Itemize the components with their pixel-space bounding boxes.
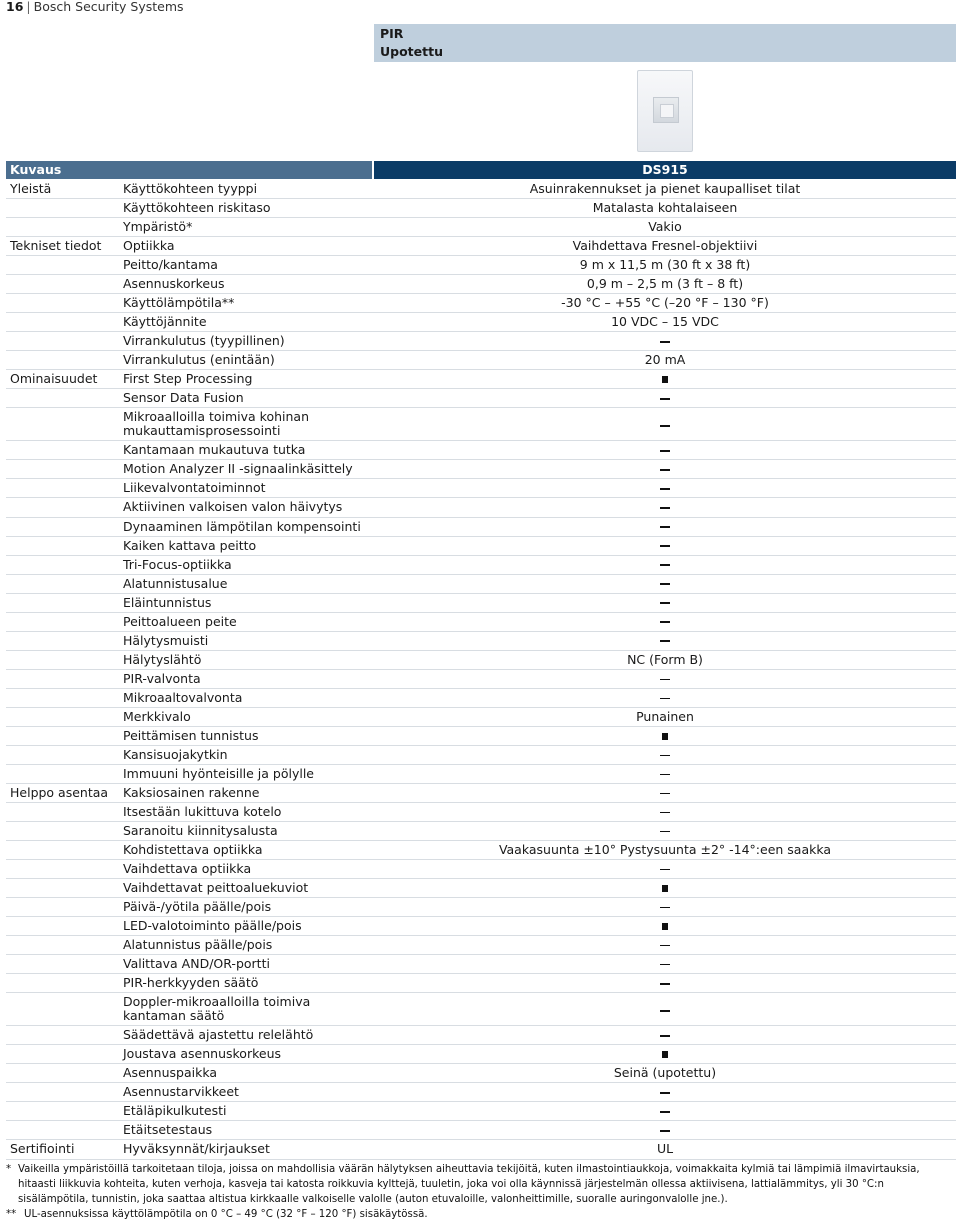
row-value: Matalasta kohtalaiseen xyxy=(592,200,738,216)
row-feature: Saranoitu kiinnitysalusta xyxy=(123,823,278,838)
row-value xyxy=(374,1121,956,1139)
row-feature: Doppler-mikroaalloilla toimiva kantaman säätö xyxy=(123,994,311,1024)
row-value xyxy=(374,594,956,612)
row-value xyxy=(374,389,956,407)
row-value xyxy=(374,879,956,897)
row-value xyxy=(374,689,956,707)
not-available-dash-icon xyxy=(660,341,670,343)
row-feature: Sensor Data Fusion xyxy=(123,390,244,406)
row-value xyxy=(374,765,956,783)
row-value: -30 °C – +55 °C (–20 °F – 130 °F) xyxy=(561,295,769,311)
not-available-dash-icon xyxy=(660,507,670,509)
table-row xyxy=(6,218,956,237)
row-feature: Kaksiosainen rakenne xyxy=(123,784,260,800)
table-row xyxy=(6,708,956,727)
row-feature: Etäitsetestaus xyxy=(123,1122,213,1138)
row-value xyxy=(374,575,956,593)
row-feature: Hälytyslähtö xyxy=(123,651,202,667)
not-available-dash-icon xyxy=(660,774,670,776)
row-value xyxy=(374,936,956,954)
row-feature: First Step Processing xyxy=(123,371,253,387)
table-row xyxy=(6,237,956,256)
row-feature: Asennuskorkeus xyxy=(123,276,225,292)
feature-included-square-icon xyxy=(662,885,668,892)
product-type: PIR xyxy=(380,26,404,41)
table-row xyxy=(6,575,956,594)
row-feature: Kantamaan mukautuva tutka xyxy=(123,442,306,458)
table-row xyxy=(6,613,956,632)
row-feature: Itsestään lukittuva kotelo xyxy=(123,803,282,819)
not-available-dash-icon xyxy=(660,425,670,427)
row-value: 10 VDC – 15 VDC xyxy=(611,314,719,330)
row-feature: Päivä-/yötila päälle/pois xyxy=(123,899,272,915)
row-value: 9 m x 11,5 m (30 ft x 38 ft) xyxy=(579,257,751,273)
row-value xyxy=(374,556,956,574)
not-available-dash-icon xyxy=(660,1092,670,1094)
not-available-dash-icon xyxy=(660,679,670,681)
row-feature: Immuuni hyönteisille ja pölylle xyxy=(123,765,314,781)
row-feature: Vaihdettava optiikka xyxy=(123,861,252,877)
not-available-dash-icon xyxy=(660,945,670,947)
table-row xyxy=(6,727,956,746)
not-available-dash-icon xyxy=(660,450,670,452)
detector-lens-icon xyxy=(653,97,679,123)
table-row xyxy=(6,974,956,993)
table-row xyxy=(6,898,956,917)
not-available-dash-icon xyxy=(660,831,670,833)
table-row xyxy=(6,1045,956,1064)
row-feature: Virrankulutus (enintään) xyxy=(123,352,275,368)
row-feature: Käyttölämpötila** xyxy=(123,295,235,311)
page-header xyxy=(6,0,184,14)
row-value xyxy=(374,917,956,935)
footnote-1 xyxy=(6,1162,956,1207)
row-value xyxy=(374,518,956,536)
row-value xyxy=(374,955,956,973)
table-header-description: Kuvaus xyxy=(6,161,372,179)
row-value: Vakio xyxy=(648,219,682,235)
table-row xyxy=(6,313,956,332)
feature-included-square-icon xyxy=(662,733,668,740)
not-available-dash-icon xyxy=(660,964,670,966)
table-row xyxy=(6,632,956,651)
not-available-dash-icon xyxy=(660,488,670,490)
row-feature: Valittava AND/OR-portti xyxy=(123,956,270,972)
product-heading xyxy=(374,24,956,62)
not-available-dash-icon xyxy=(660,1035,670,1037)
row-feature: Kaiken kattava peitto xyxy=(123,537,257,553)
feature-included-square-icon xyxy=(662,923,668,930)
table-row xyxy=(6,441,956,460)
table-row xyxy=(6,1121,956,1140)
table-row xyxy=(6,993,956,1026)
table-row xyxy=(6,1064,956,1083)
not-available-dash-icon xyxy=(660,755,670,757)
row-feature: Optiikka xyxy=(123,238,175,254)
not-available-dash-icon xyxy=(660,907,670,909)
row-value xyxy=(374,1102,956,1120)
table-row xyxy=(6,332,956,351)
row-value: NC (Form B) xyxy=(627,651,703,667)
row-feature: Säädettävä ajastettu relelähtö xyxy=(123,1027,314,1043)
row-feature: Kohdistettava optiikka xyxy=(123,842,263,858)
table-row xyxy=(6,689,956,708)
footnote-2-text: UL-asennuksissa käyttölämpötila on 0 °C – 49 °C (32 °F – 120 °F) sisäkäytössä. xyxy=(24,1209,428,1220)
feature-included-square-icon xyxy=(662,376,668,383)
row-value: Asuinrakennukset ja pienet kaupalliset tilat xyxy=(529,181,801,196)
footnote-1-mark: * xyxy=(6,1164,12,1175)
table-row xyxy=(6,594,956,613)
header-separator: | xyxy=(26,0,31,14)
row-value xyxy=(374,1026,956,1044)
table-row xyxy=(6,936,956,955)
table-row xyxy=(6,670,956,689)
table-row xyxy=(6,879,956,898)
table-row xyxy=(6,1026,956,1045)
table-header-model: DS915 xyxy=(374,161,956,179)
row-value xyxy=(374,498,956,516)
row-feature: Kansisuojakytkin xyxy=(123,746,228,762)
row-value xyxy=(374,860,956,878)
table-row xyxy=(6,556,956,575)
footnote-1-text: Vaikeilla ympäristöillä tarkoitetaan tiloja, joissa on mahdollisia väärän hälytyksen aiheuttavia tekijöitä, kuten ilmastointiaukkoja, voimakkaita kylmiä tai lämpimiä ilmavirtauksia, hitaasti liikkuvia kohteita, kuten verhoja, kasveja tai katosta roikkuvia kylttejä, tuuletin, joka voi olla käynnissä järjestelmän ollessa aktiivisena, lattialämmitys, yli 30 °C:n sisälämpötila, tunnistin, joka saattaa altistua kirkkaalle valkoiselle valolle (auton etuvaloille, valonheittimille, suoralle auringonvalolle jne.). xyxy=(18,1164,920,1205)
brand-name: Bosch Security Systems xyxy=(33,0,184,14)
row-category: Tekniset tiedot xyxy=(10,238,102,254)
row-value xyxy=(374,727,956,745)
row-feature: LED-valotoiminto päälle/pois xyxy=(123,918,302,934)
not-available-dash-icon xyxy=(660,983,670,985)
not-available-dash-icon xyxy=(660,869,670,871)
row-value: Vaihdettava Fresnel-objektiivi xyxy=(572,238,758,254)
row-feature: Asennustarvikkeet xyxy=(123,1084,239,1100)
row-value xyxy=(374,898,956,916)
table-header xyxy=(6,161,956,179)
row-value xyxy=(374,746,956,764)
not-available-dash-icon xyxy=(660,526,670,528)
row-value: Seinä (upotettu) xyxy=(613,1065,717,1081)
row-feature: Aktiivinen valkoisen valon häivytys xyxy=(123,499,343,515)
row-value xyxy=(374,408,956,441)
row-feature: Hälytysmuisti xyxy=(123,632,209,648)
table-row xyxy=(6,460,956,479)
not-available-dash-icon xyxy=(660,698,670,700)
row-feature: Käyttökohteen riskitaso xyxy=(123,200,271,216)
table-row xyxy=(6,1140,956,1159)
not-available-dash-icon xyxy=(660,564,670,566)
row-value: Vaakasuunta ±10° Pystysuunta ±2° -14°:een saakka xyxy=(498,842,832,858)
row-feature: Dynaaminen lämpötilan kompensointi xyxy=(123,518,361,534)
row-feature: Käyttökohteen tyyppi xyxy=(123,181,258,196)
row-feature: Mikroaaltovalvonta xyxy=(123,689,243,705)
row-feature: Mikroaalloilla toimiva kohinan mukauttamisprosessointi xyxy=(123,409,310,439)
not-available-dash-icon xyxy=(660,793,670,795)
table-row xyxy=(6,955,956,974)
product-mount: Upotettu xyxy=(380,44,443,59)
row-value xyxy=(374,803,956,821)
table-row xyxy=(6,860,956,879)
table-row xyxy=(6,180,956,199)
table-row xyxy=(6,1102,956,1121)
spec-table xyxy=(6,180,956,1160)
row-value: Punainen xyxy=(636,708,694,724)
row-value xyxy=(374,993,956,1026)
not-available-dash-icon xyxy=(660,1111,670,1113)
row-feature: Joustava asennuskorkeus xyxy=(123,1046,282,1062)
table-row xyxy=(6,256,956,275)
product-image xyxy=(637,70,693,152)
table-row xyxy=(6,803,956,822)
not-available-dash-icon xyxy=(660,583,670,585)
row-feature: Hyväksynnät/kirjaukset xyxy=(123,1141,270,1157)
row-feature: Peittoalueen peite xyxy=(123,613,237,629)
row-value: 0,9 m – 2,5 m (3 ft – 8 ft) xyxy=(586,276,744,292)
table-row xyxy=(6,275,956,294)
row-value xyxy=(374,332,956,350)
footnotes xyxy=(6,1162,956,1222)
row-feature: PIR-herkkyyden säätö xyxy=(123,975,259,991)
not-available-dash-icon xyxy=(660,640,670,642)
not-available-dash-icon xyxy=(660,398,670,400)
table-row xyxy=(6,1083,956,1102)
table-row xyxy=(6,370,956,389)
not-available-dash-icon xyxy=(660,1010,670,1012)
row-feature: Liikevalvontatoiminnot xyxy=(123,480,266,496)
row-category: Ominaisuudet xyxy=(10,371,98,387)
row-feature: Merkkivalo xyxy=(123,708,191,724)
table-row xyxy=(6,479,956,498)
table-row xyxy=(6,651,956,670)
table-row xyxy=(6,408,956,441)
table-row xyxy=(6,294,956,313)
table-row xyxy=(6,537,956,556)
row-value: UL xyxy=(656,1141,674,1157)
row-value xyxy=(374,974,956,992)
row-feature: Käyttöjännite xyxy=(123,314,207,330)
footnote-2 xyxy=(6,1207,956,1222)
row-value xyxy=(374,479,956,497)
feature-included-square-icon xyxy=(662,1051,668,1058)
table-row xyxy=(6,389,956,408)
not-available-dash-icon xyxy=(660,812,670,814)
row-feature: Motion Analyzer II -signaalinkäsittely xyxy=(123,461,353,477)
row-value xyxy=(374,822,956,840)
not-available-dash-icon xyxy=(660,545,670,547)
row-feature: Peitto/kantama xyxy=(123,257,218,273)
table-row xyxy=(6,822,956,841)
row-feature: Peittämisen tunnistus xyxy=(123,727,259,743)
row-category: Yleistä xyxy=(10,181,52,196)
table-row xyxy=(6,784,956,803)
footnote-2-mark: ** xyxy=(6,1209,17,1220)
row-feature: Alatunnistus päälle/pois xyxy=(123,937,273,953)
table-row xyxy=(6,351,956,370)
row-value xyxy=(374,784,956,802)
row-value xyxy=(374,613,956,631)
row-value xyxy=(374,670,956,688)
row-value xyxy=(374,460,956,478)
not-available-dash-icon xyxy=(660,621,670,623)
row-feature: Etäläpikulkutesti xyxy=(123,1103,227,1119)
page-number: 16 xyxy=(6,0,24,14)
row-feature: PIR-valvonta xyxy=(123,670,201,686)
row-category: Helppo asentaa xyxy=(10,784,109,800)
row-feature: Alatunnistusalue xyxy=(123,575,228,591)
not-available-dash-icon xyxy=(660,469,670,471)
not-available-dash-icon xyxy=(660,1130,670,1132)
row-category: Sertifiointi xyxy=(10,1141,75,1157)
row-feature: Asennuspaikka xyxy=(123,1065,218,1081)
table-row xyxy=(6,518,956,537)
row-value xyxy=(374,1083,956,1101)
row-value xyxy=(374,370,956,388)
table-row xyxy=(6,917,956,936)
not-available-dash-icon xyxy=(660,602,670,604)
row-feature: Vaihdettavat peittoaluekuviot xyxy=(123,880,309,896)
table-row xyxy=(6,841,956,860)
table-row xyxy=(6,199,956,218)
row-value xyxy=(374,537,956,555)
table-row xyxy=(6,746,956,765)
row-value xyxy=(374,441,956,459)
row-feature: Eläintunnistus xyxy=(123,594,212,610)
row-value: 20 mA xyxy=(644,352,686,368)
row-feature: Ympäristö* xyxy=(123,219,193,235)
row-value xyxy=(374,632,956,650)
table-row xyxy=(6,765,956,784)
row-feature: Virrankulutus (tyypillinen) xyxy=(123,333,285,349)
row-value xyxy=(374,1045,956,1063)
table-row xyxy=(6,498,956,517)
row-feature: Tri-Focus-optiikka xyxy=(123,556,232,572)
